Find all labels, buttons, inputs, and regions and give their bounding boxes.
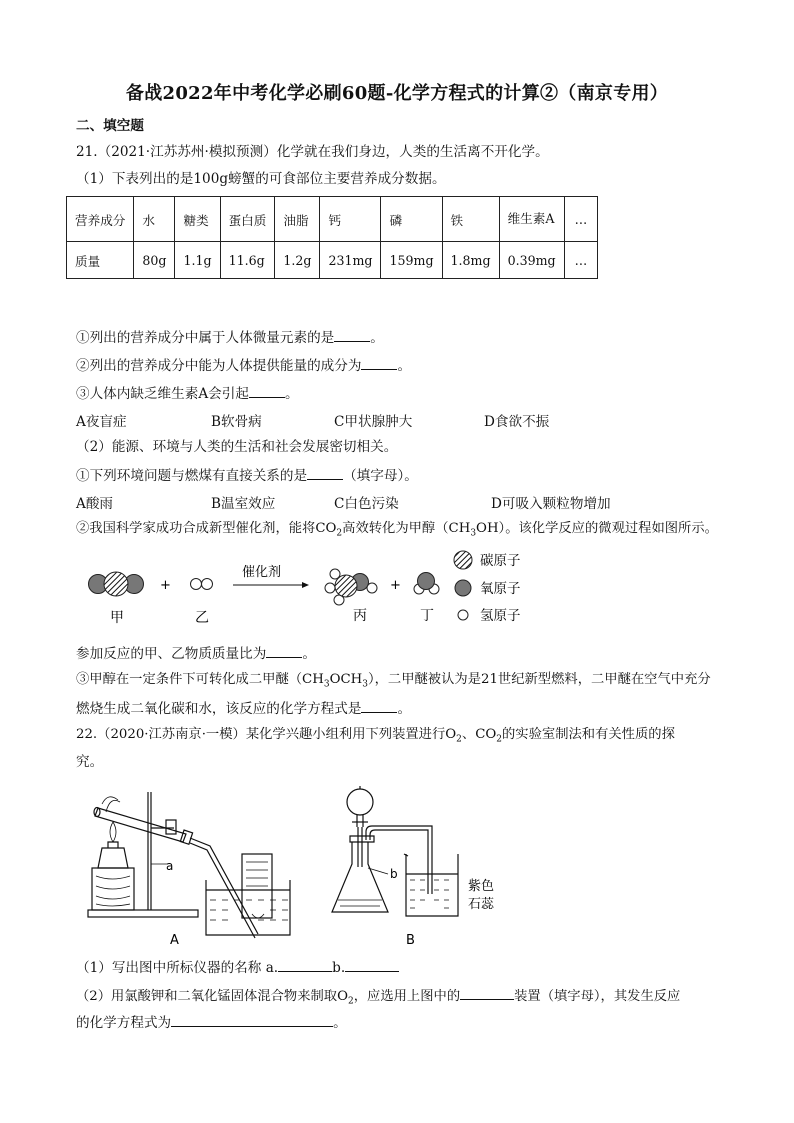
option-b[interactable]: B软骨病 bbox=[211, 414, 262, 430]
q22-sub1: （1）写出图中所标仪器的名称 a. b. bbox=[76, 957, 399, 978]
answer-blank[interactable] bbox=[307, 465, 343, 480]
table-cell: … bbox=[564, 197, 598, 242]
legend bbox=[454, 551, 521, 624]
q21-sub4: ①下列环境问题与燃煤有直接关系的是 （填字母）。 bbox=[76, 465, 418, 486]
answer-blank[interactable] bbox=[249, 383, 285, 398]
label-ding: 丁 bbox=[420, 608, 434, 624]
label-bing: 丙 bbox=[353, 608, 367, 624]
q21-part2: （2）能源、环境与人类的生活和社会发展密切相关。 bbox=[76, 439, 398, 455]
q21-sub2: ②列出的营养成分中能为人体提供能量的成分为 。 bbox=[76, 355, 411, 376]
catalyst-label: 催化剂 bbox=[242, 565, 282, 580]
table-cell: 质量 bbox=[67, 242, 134, 279]
table-cell: 11.6g bbox=[220, 242, 275, 279]
table-cell: 水 bbox=[134, 197, 175, 242]
legend-carbon: 碳原子 bbox=[480, 553, 521, 569]
litmus-label-1: 紫色 bbox=[468, 879, 495, 894]
option-a[interactable]: A夜盲症 bbox=[76, 414, 127, 430]
table-cell: 0.39mg bbox=[499, 242, 564, 279]
h2-molecule bbox=[191, 579, 213, 590]
q21-sub1: ①列出的营养成分中属于人体微量元素的是 。 bbox=[76, 327, 384, 348]
table-cell: 80g bbox=[134, 242, 175, 279]
table-cell: 维生素A bbox=[499, 197, 564, 242]
table-cell: … bbox=[564, 242, 598, 279]
label-b: b bbox=[390, 867, 398, 881]
legend-oxygen: 氧原子 bbox=[480, 581, 521, 597]
option-a[interactable]: A酸雨 bbox=[76, 496, 114, 512]
table-cell: 营养成分 bbox=[67, 197, 134, 242]
q22-stem: 22.（2020·江苏南京·一模）某化学兴趣小组利用下列装置进行$O_2$、$CO_2$的实验室制法和有关性质的探 bbox=[76, 727, 675, 745]
legend-hydrogen: 氢原子 bbox=[480, 608, 521, 624]
q21-sub6: 参加反应的甲、乙物质质量比为 。 bbox=[76, 643, 316, 664]
table-row bbox=[67, 242, 598, 279]
q21-part1: （1）下表列出的是100g螃蟹的可食部位主要营养成分数据。 bbox=[76, 171, 446, 187]
answer-blank[interactable] bbox=[171, 1012, 333, 1027]
nutrition-table bbox=[66, 196, 598, 279]
option-c[interactable]: C白色污染 bbox=[334, 496, 399, 512]
q22-sub3: 的化学方程式为 。 bbox=[76, 1012, 347, 1033]
label-a: a bbox=[166, 859, 174, 873]
apparatus-a-label: A bbox=[170, 933, 179, 948]
answer-blank-a[interactable] bbox=[278, 957, 332, 972]
table-cell: 1.1g bbox=[175, 242, 220, 279]
option-d[interactable]: D食欲不振 bbox=[484, 414, 550, 430]
apparatus-b bbox=[328, 782, 528, 952]
litmus-label-2: 石蕊 bbox=[468, 897, 495, 912]
option-b[interactable]: B温室效应 bbox=[211, 496, 276, 512]
table-cell: 159mg bbox=[381, 242, 442, 279]
option-d[interactable]: D可吸入颗粒物增加 bbox=[491, 496, 611, 512]
q21-sub8: 燃烧生成二氧化碳和水，该反应的化学方程式是 。 bbox=[76, 698, 411, 719]
label-yi: 乙 bbox=[195, 610, 209, 626]
plus-sign: + bbox=[390, 578, 401, 593]
table-cell: 1.2g bbox=[275, 242, 320, 279]
option-c[interactable]: C甲状腺肿大 bbox=[334, 414, 413, 430]
answer-blank[interactable] bbox=[460, 985, 514, 1000]
table-cell: 磷 bbox=[381, 197, 442, 242]
answer-blank-b[interactable] bbox=[345, 957, 399, 972]
methanol-molecule bbox=[325, 569, 377, 605]
section-heading: 二、填空题 bbox=[76, 118, 144, 134]
answer-blank[interactable] bbox=[266, 643, 302, 658]
page-title: 备战2022年中考化学必刷60题-化学方程式的计算②（南京专用） bbox=[125, 83, 669, 104]
reaction-diagram bbox=[80, 546, 540, 636]
q22-sub2: （2）用氯酸钾和二氧化锰固体混合物来制取$O_2$，应选用上图中的 装置（填字母），其发生反应 bbox=[76, 985, 680, 1012]
table-row bbox=[67, 197, 598, 242]
table-cell: 蛋白质 bbox=[220, 197, 275, 242]
table-cell: 231mg bbox=[320, 242, 381, 279]
q21-sub5: ②我国科学家成功合成新型催化剂，能将$CO_2$高效转化为甲醇$(CH_3OH)$。该化学反应的微观过程如图所示。 bbox=[76, 521, 718, 539]
answer-blank[interactable] bbox=[361, 698, 397, 713]
plus-sign: + bbox=[160, 578, 171, 593]
water-molecule bbox=[414, 573, 439, 595]
apparatus-b-label: B bbox=[406, 933, 415, 948]
q21-stem: 21.（2021·江苏苏州·模拟预测）化学就在我们身边，人类的生活离不开化学。 bbox=[76, 144, 549, 160]
table-cell: 油脂 bbox=[275, 197, 320, 242]
answer-blank[interactable] bbox=[334, 327, 370, 342]
q21-sub7: ③甲醇在一定条件下可转化成二甲醚$(CH_3OCH_3)$，二甲醚被认为是21世纪新型燃料，二甲醚在空气中充分 bbox=[76, 672, 711, 690]
label-jia: 甲 bbox=[110, 610, 124, 626]
table-cell: 糖类 bbox=[175, 197, 220, 242]
table-cell: 铁 bbox=[442, 197, 499, 242]
apparatus-a bbox=[82, 782, 292, 952]
table-cell: 1.8mg bbox=[442, 242, 499, 279]
reaction-arrow bbox=[233, 582, 309, 588]
q21-sub3: ③人体内缺乏维生素A会引起 。 bbox=[76, 383, 299, 404]
table-cell: 钙 bbox=[320, 197, 381, 242]
q22-stem-cont: 究。 bbox=[76, 754, 104, 770]
answer-blank[interactable] bbox=[361, 355, 397, 370]
co2-molecule bbox=[89, 572, 144, 596]
